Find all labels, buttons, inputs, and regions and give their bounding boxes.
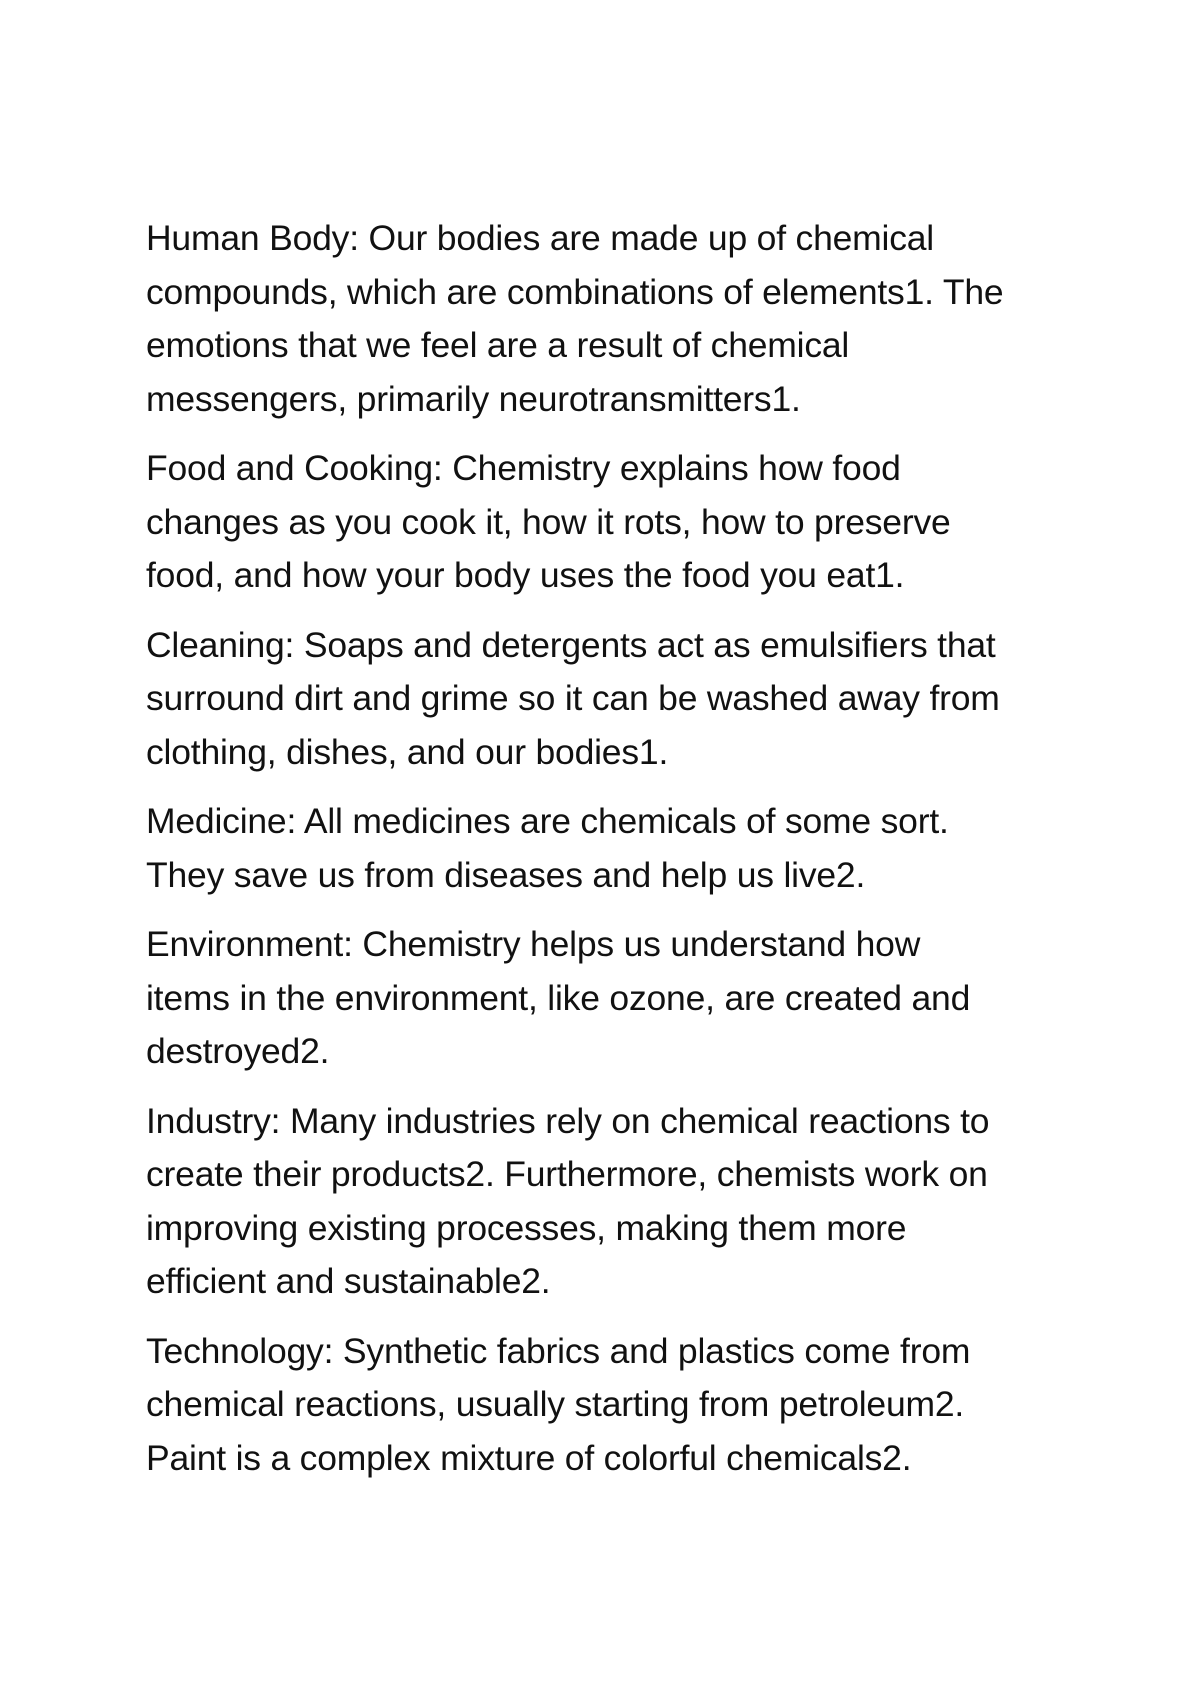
- text-line: efficient and sustainable2.: [146, 1261, 551, 1301]
- text-line: improving existing processes, making them more: [146, 1207, 907, 1248]
- text-line: They save us from diseases and help us live2.: [146, 854, 866, 895]
- text-line: Medicine: All medicines are chemicals of some sort.: [146, 801, 949, 841]
- text-line: create their products2. Furthermore, chemists work on: [146, 1154, 988, 1194]
- paragraph-technology: [146, 1325, 1086, 1486]
- document-body: [146, 212, 1086, 1501]
- text-line: Paint is a complex mixture of colorful chemicals2.: [146, 1437, 912, 1478]
- text-line: Human Body: Our bodies are made up of chemical: [146, 218, 934, 258]
- text-line: Food and Cooking: Chemistry explains how food: [146, 448, 901, 488]
- text-line: Industry: Many industries rely on chemical reactions to: [146, 1100, 990, 1141]
- paragraph-cleaning: [146, 619, 1086, 780]
- paragraph-industry: [146, 1095, 1086, 1309]
- text-line: chemical reactions, usually starting from petroleum2.: [146, 1384, 965, 1424]
- paragraph-medicine: [146, 795, 1086, 902]
- paragraph-human-body: [146, 212, 1086, 426]
- text-line: messengers, primarily neurotransmitters1.: [146, 378, 801, 419]
- text-line: Cleaning: Soaps and detergents act as emulsifiers that: [146, 624, 996, 665]
- text-line: destroyed2.: [146, 1031, 330, 1071]
- text-line: emotions that we feel are a result of chemical: [146, 325, 850, 365]
- paragraph-food-and-cooking: [146, 442, 1086, 603]
- text-line: clothing, dishes, and our bodies1.: [146, 731, 669, 772]
- text-line: food, and how your body uses the food you eat1.: [146, 555, 905, 595]
- text-line: surround dirt and grime so it can be washed away from: [146, 678, 1000, 718]
- text-line: Technology: Synthetic fabrics and plastics come from: [146, 1330, 971, 1371]
- text-line: compounds, which are combinations of elements1. The: [146, 271, 1004, 312]
- text-line: Environment: Chemistry helps us understand how: [146, 924, 921, 964]
- text-line: changes as you cook it, how it rots, how to preserve: [146, 501, 951, 542]
- paragraph-environment: [146, 918, 1086, 1079]
- text-line: items in the environment, like ozone, are created and: [146, 977, 971, 1018]
